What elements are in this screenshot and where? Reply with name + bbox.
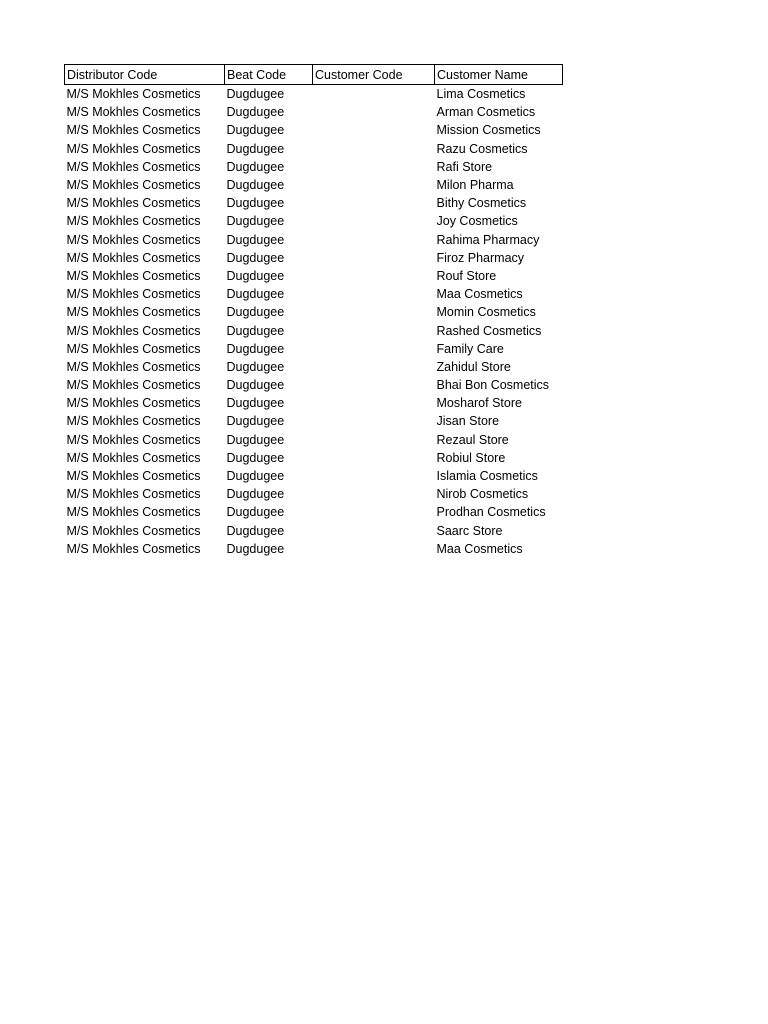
cell-beat-code: Dugdugee xyxy=(226,141,285,156)
cell-beat-code: Dugdugee xyxy=(226,359,285,374)
cell-customer-code xyxy=(313,467,435,485)
cell-beat-code: Dugdugee xyxy=(226,105,285,120)
table-row xyxy=(65,176,563,194)
cell-customer-code xyxy=(313,449,435,467)
header-beat-code: Beat Code xyxy=(225,65,313,85)
table-row xyxy=(65,449,563,467)
cell-customer-name: Rezaul Store xyxy=(436,432,509,447)
cell-distributor-code: M/S Mokhles Cosmetics xyxy=(66,341,201,356)
cell-customer-code xyxy=(313,394,435,412)
table-row xyxy=(65,249,563,267)
cell-customer-name: Momin Cosmetics xyxy=(436,305,536,320)
cell-customer-code xyxy=(313,412,435,430)
cell-customer-code xyxy=(313,140,435,158)
table-row xyxy=(65,358,563,376)
cell-distributor-code: M/S Mokhles Cosmetics xyxy=(66,141,201,156)
cell-beat-code: Dugdugee xyxy=(226,541,285,556)
cell-customer-code xyxy=(313,85,435,104)
cell-beat-code: Dugdugee xyxy=(226,123,285,138)
table-body xyxy=(65,85,563,558)
header-distributor-code: Distributor Code xyxy=(65,65,225,85)
cell-beat-code: Dugdugee xyxy=(226,268,285,283)
table-row xyxy=(65,303,563,321)
cell-customer-name: Bithy Cosmetics xyxy=(436,196,527,211)
cell-beat-code: Dugdugee xyxy=(226,323,285,338)
cell-customer-code xyxy=(313,103,435,121)
cell-beat-code: Dugdugee xyxy=(226,287,285,302)
cell-customer-code xyxy=(313,431,435,449)
cell-customer-code xyxy=(313,249,435,267)
table-row xyxy=(65,503,563,521)
table-row xyxy=(65,412,563,430)
cell-customer-name: Joy Cosmetics xyxy=(436,214,518,229)
cell-customer-name: Islamia Cosmetics xyxy=(436,469,538,484)
customer-table xyxy=(64,64,563,558)
cell-distributor-code: M/S Mokhles Cosmetics xyxy=(66,123,201,138)
cell-distributor-code: M/S Mokhles Cosmetics xyxy=(66,178,201,193)
cell-customer-name: Rafi Store xyxy=(436,159,493,174)
cell-beat-code: Dugdugee xyxy=(226,505,285,520)
table-row xyxy=(65,485,563,503)
cell-distributor-code: M/S Mokhles Cosmetics xyxy=(66,214,201,229)
cell-customer-name: Lima Cosmetics xyxy=(436,87,526,102)
cell-customer-code xyxy=(313,358,435,376)
cell-customer-code xyxy=(313,158,435,176)
cell-customer-name: Firoz Pharmacy xyxy=(436,250,525,265)
cell-customer-code xyxy=(313,212,435,230)
table-row xyxy=(65,121,563,139)
cell-customer-code xyxy=(313,121,435,139)
table-row xyxy=(65,340,563,358)
cell-customer-code xyxy=(313,194,435,212)
cell-distributor-code: M/S Mokhles Cosmetics xyxy=(66,378,201,393)
cell-beat-code: Dugdugee xyxy=(226,232,285,247)
table-row xyxy=(65,394,563,412)
cell-distributor-code: M/S Mokhles Cosmetics xyxy=(66,268,201,283)
table-row xyxy=(65,285,563,303)
cell-beat-code: Dugdugee xyxy=(226,87,285,102)
cell-beat-code: Dugdugee xyxy=(226,432,285,447)
table-row xyxy=(65,194,563,212)
cell-distributor-code: M/S Mokhles Cosmetics xyxy=(66,105,201,120)
cell-distributor-code: M/S Mokhles Cosmetics xyxy=(66,396,201,411)
cell-customer-name: Milon Pharma xyxy=(436,178,514,193)
cell-customer-name: Rashed Cosmetics xyxy=(436,323,542,338)
cell-customer-name: Bhai Bon Cosmetics xyxy=(436,378,550,393)
cell-customer-name: Robiul Store xyxy=(436,450,506,465)
cell-customer-code xyxy=(313,485,435,503)
cell-distributor-code: M/S Mokhles Cosmetics xyxy=(66,450,201,465)
cell-customer-name: Rouf Store xyxy=(436,268,497,283)
cell-distributor-code: M/S Mokhles Cosmetics xyxy=(66,87,201,102)
cell-distributor-code: M/S Mokhles Cosmetics xyxy=(66,487,201,502)
cell-customer-name: Rahima Pharmacy xyxy=(436,232,540,247)
cell-beat-code: Dugdugee xyxy=(226,341,285,356)
table-row xyxy=(65,212,563,230)
table-row xyxy=(65,376,563,394)
cell-beat-code: Dugdugee xyxy=(226,523,285,538)
cell-beat-code: Dugdugee xyxy=(226,396,285,411)
cell-customer-name: Mosharof Store xyxy=(436,396,522,411)
cell-customer-code xyxy=(313,540,435,558)
cell-customer-code xyxy=(313,267,435,285)
cell-customer-name: Family Care xyxy=(436,341,504,356)
cell-beat-code: Dugdugee xyxy=(226,159,285,174)
table-row xyxy=(65,85,563,104)
table-row xyxy=(65,140,563,158)
cell-beat-code: Dugdugee xyxy=(226,450,285,465)
cell-distributor-code: M/S Mokhles Cosmetics xyxy=(66,541,201,556)
cell-customer-code xyxy=(313,340,435,358)
cell-distributor-code: M/S Mokhles Cosmetics xyxy=(66,323,201,338)
cell-distributor-code: M/S Mokhles Cosmetics xyxy=(66,287,201,302)
cell-beat-code: Dugdugee xyxy=(226,214,285,229)
cell-distributor-code: M/S Mokhles Cosmetics xyxy=(66,505,201,520)
cell-beat-code: Dugdugee xyxy=(226,487,285,502)
cell-customer-name: Arman Cosmetics xyxy=(436,105,536,120)
cell-distributor-code: M/S Mokhles Cosmetics xyxy=(66,159,201,174)
cell-distributor-code: M/S Mokhles Cosmetics xyxy=(66,359,201,374)
cell-customer-code xyxy=(313,522,435,540)
cell-customer-code xyxy=(313,303,435,321)
cell-customer-code xyxy=(313,376,435,394)
cell-distributor-code: M/S Mokhles Cosmetics xyxy=(66,250,201,265)
cell-distributor-code: M/S Mokhles Cosmetics xyxy=(66,523,201,538)
cell-distributor-code: M/S Mokhles Cosmetics xyxy=(66,432,201,447)
cell-customer-name: Maa Cosmetics xyxy=(436,287,523,302)
cell-beat-code: Dugdugee xyxy=(226,378,285,393)
table-header xyxy=(65,65,563,85)
cell-beat-code: Dugdugee xyxy=(226,178,285,193)
cell-customer-code xyxy=(313,321,435,339)
header-customer-name: Customer Name xyxy=(435,65,563,85)
cell-distributor-code: M/S Mokhles Cosmetics xyxy=(66,305,201,320)
table-row xyxy=(65,522,563,540)
cell-beat-code: Dugdugee xyxy=(226,196,285,211)
cell-beat-code: Dugdugee xyxy=(226,469,285,484)
header-row xyxy=(65,65,563,85)
table-row xyxy=(65,231,563,249)
cell-customer-name: Saarc Store xyxy=(436,523,503,538)
table-row xyxy=(65,158,563,176)
cell-beat-code: Dugdugee xyxy=(226,305,285,320)
header-customer-code: Customer Code xyxy=(313,65,435,85)
cell-customer-name: Mission Cosmetics xyxy=(436,123,541,138)
cell-beat-code: Dugdugee xyxy=(226,414,285,429)
cell-customer-name: Jisan Store xyxy=(436,414,500,429)
cell-customer-code xyxy=(313,503,435,521)
cell-distributor-code: M/S Mokhles Cosmetics xyxy=(66,469,201,484)
cell-distributor-code: M/S Mokhles Cosmetics xyxy=(66,232,201,247)
table-row xyxy=(65,103,563,121)
cell-customer-code xyxy=(313,285,435,303)
cell-customer-name: Prodhan Cosmetics xyxy=(436,505,546,520)
cell-distributor-code: M/S Mokhles Cosmetics xyxy=(66,196,201,211)
table-row xyxy=(65,267,563,285)
table-row xyxy=(65,431,563,449)
table-row xyxy=(65,467,563,485)
cell-customer-code xyxy=(313,231,435,249)
cell-customer-name: Maa Cosmetics xyxy=(436,541,523,556)
cell-distributor-code: M/S Mokhles Cosmetics xyxy=(66,414,201,429)
cell-customer-name: Razu Cosmetics xyxy=(436,141,528,156)
cell-beat-code: Dugdugee xyxy=(226,250,285,265)
cell-customer-name: Zahidul Store xyxy=(436,359,511,374)
table-row xyxy=(65,321,563,339)
cell-customer-code xyxy=(313,176,435,194)
cell-customer-name: Nirob Cosmetics xyxy=(436,487,529,502)
table-row xyxy=(65,540,563,558)
